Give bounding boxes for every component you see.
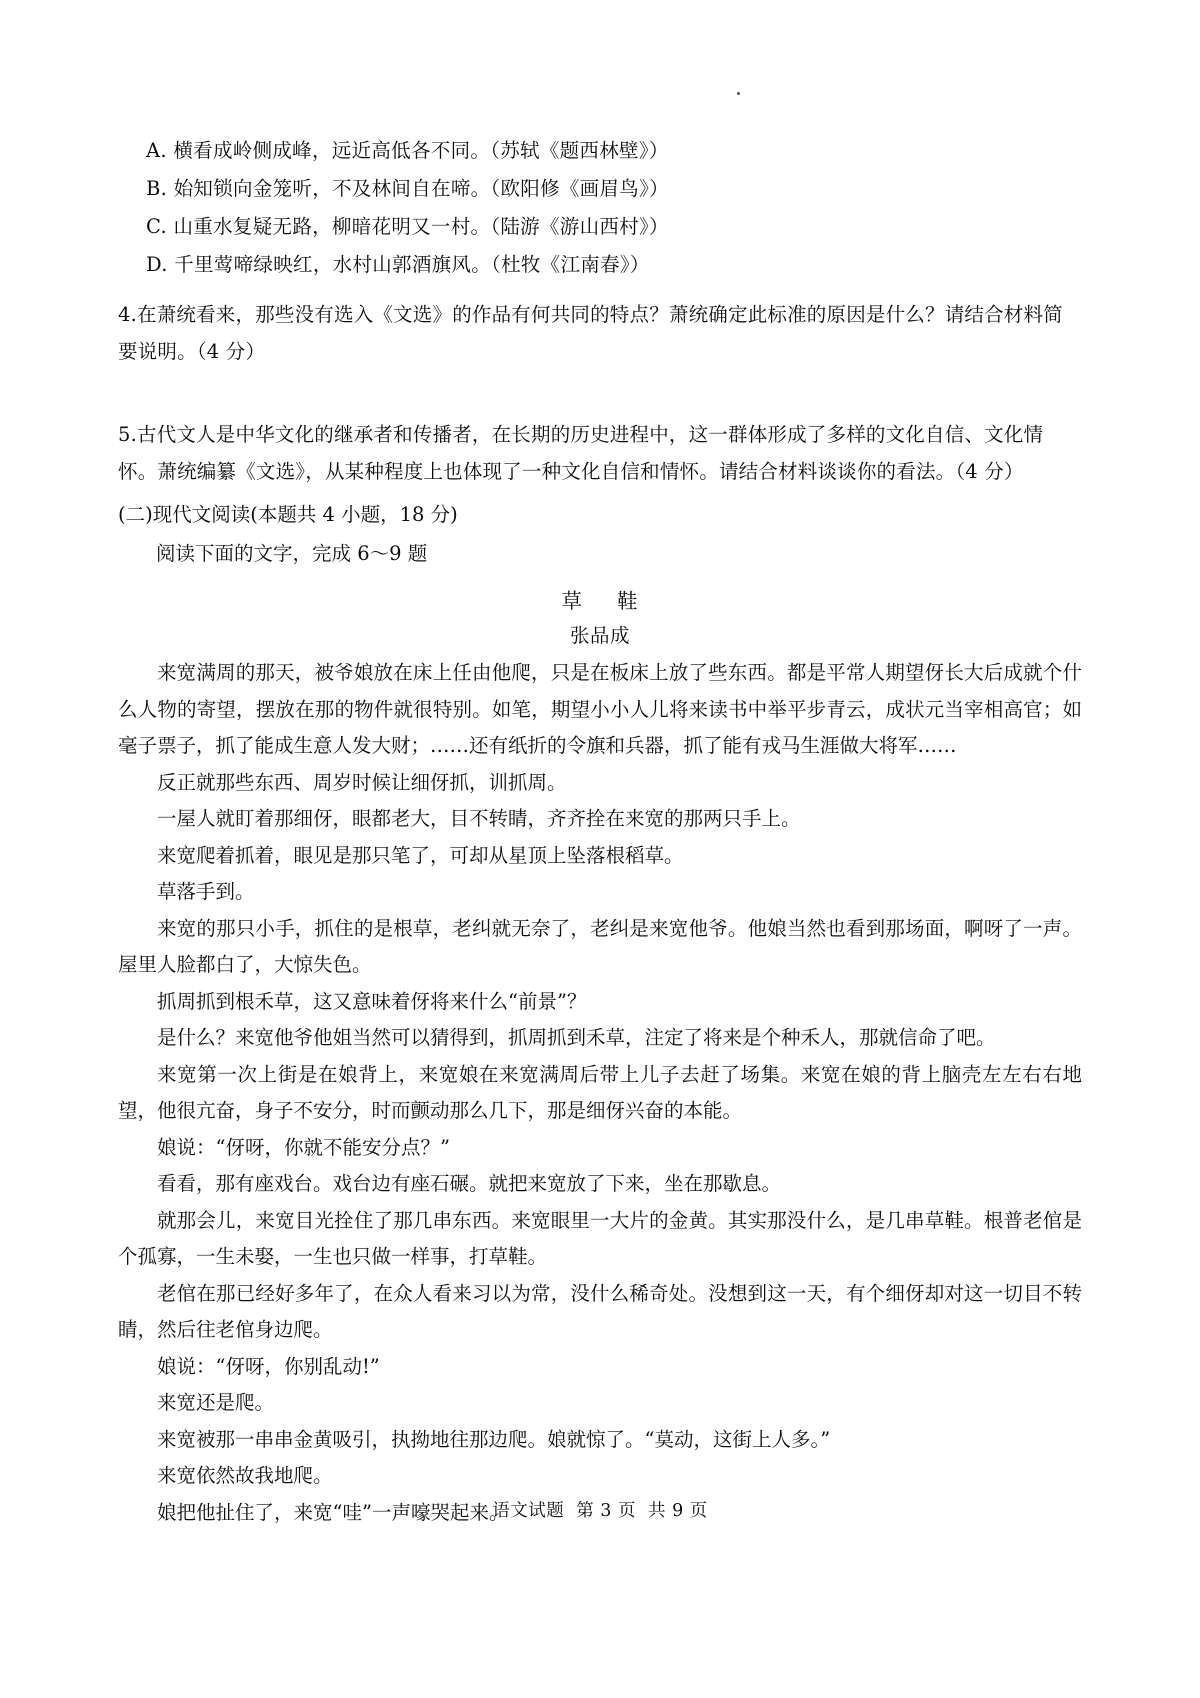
reading-instruction: 阅读下面的文字，完成 6～9 题 bbox=[156, 542, 428, 565]
page-footer bbox=[0, 1497, 1200, 1522]
footer-page-number: 第 3 页 bbox=[576, 1501, 636, 1521]
passage-paragraph: 老倌在那已经好多年了，在众人看来习以为常，没什么稀奇处。没想到这一天，有个细伢却对这一切目不转睛，然后往老倌身边爬。 bbox=[118, 1281, 1082, 1341]
passage-title bbox=[118, 584, 1082, 614]
footer-subject: 语文试题 bbox=[492, 1501, 565, 1521]
choice-option-c: C. 山重水复疑无路，柳暗花明又一村。（陆游《游山西村》） bbox=[146, 215, 669, 238]
passage-paragraph: 看看，那有座戏台。戏台边有座石碾。就把来宽放了下来，坐在那歇息。 bbox=[157, 1172, 782, 1195]
choice-list bbox=[118, 132, 1082, 284]
passage-body bbox=[118, 655, 1082, 1531]
passage-author: 张品成 bbox=[569, 624, 630, 647]
passage-paragraph: 来宽依然故我地爬。 bbox=[157, 1464, 333, 1487]
page-top-dot bbox=[737, 92, 740, 95]
question-5: 5.古代文人是中华文化的继承者和传播者，在长期的历史进程中，这一群体形成了多样的文化自信、文化情怀。萧统编纂《文选》，从某种程度上也体现了一种文化自信和情怀。请结合材料谈谈你的看法。（4 分） bbox=[118, 423, 1044, 483]
passage-paragraph: 娘说：“伢呀，你就不能安分点？” bbox=[157, 1135, 450, 1159]
section-header: (二)现代文阅读(本题共 4 小题，18 分) bbox=[118, 503, 458, 526]
passage-paragraph: 来宽爬着抓着，眼见是那只笔了，可却从星顶上坠落根稻草。 bbox=[157, 843, 684, 867]
choice-option-b: B. 始知锁向金笼听，不及林间自在啼。（欧阳修《画眉鸟》） bbox=[146, 177, 669, 200]
passage-paragraph: 来宽还是爬。 bbox=[157, 1391, 275, 1414]
question-4: 4.在萧统看来，那些没有选入《文选》的作品有何共同的特点？萧统确定此标准的原因是什么？请结合材料简要说明。（4 分） bbox=[118, 303, 1063, 363]
passage-paragraph: 是什么？来宽他爷他姐当然可以猜得到，抓周抓到禾草，注定了将来是个种禾人，那就信命了吧。 bbox=[157, 1026, 996, 1049]
choice-option-d: D. 千里莺啼绿映红，水村山郭酒旗风。（杜牧《江南春》） bbox=[146, 253, 650, 276]
passage-paragraph: 草落手到。 bbox=[157, 880, 255, 903]
passage-paragraph: 来宽第一次上街是在娘背上，来宽娘在来宽满周后带上儿子去赶了场集。来宽在娘的背上脑壳左左右右地望，他很亢奋，身子不安分，时而颤动那么几下，那是细伢兴奋的本能。 bbox=[118, 1062, 1082, 1122]
passage-paragraph: 来宽的那只小手，抓住的是根草，老纠就无奈了，老纠是来宽他爷。他娘当然也看到那场面，啊呀了一声。屋里人脸都白了，大惊失色。 bbox=[118, 916, 1082, 976]
passage-paragraph: 娘说：“伢呀，你别乱动!” bbox=[157, 1354, 380, 1378]
passage-paragraph: 娘把他扯住了，来宽“哇”一声嚎哭起来。 bbox=[157, 1500, 509, 1524]
passage-paragraph: 抓周抓到根禾草，这又意味着伢将来什么“前景”？ bbox=[157, 989, 587, 1013]
passage-paragraph: 来宽满周的那天，被爷娘放在床上任由他爬，只是在板床上放了些东西。都是平常人期望伢长大后成就个什么人物的寄望，摆放在那的物件就很特别。如笔，期望小小人儿将来读书中举平步青云，成状元当宰相高官；如毫子票子，抓了能成生意人发大财；……还有纸折的令旗和兵器，抓了能有戎马生涯做大将军…… bbox=[118, 661, 1082, 757]
passage-paragraph: 一屋人就盯着那细伢，眼都老大，目不转睛，齐齐拴在来宽的那两只手上。 bbox=[157, 807, 801, 830]
choice-option-a: A. 横看成岭侧成峰，远近高低各不同。（苏轼《题西林壁》） bbox=[146, 139, 669, 162]
passage-paragraph: 来宽被那一串串金黄吸引，执拗地往那边爬。娘就惊了。“莫动，这街上人多。” bbox=[157, 1427, 831, 1451]
passage-paragraph: 反正就那些东西、周岁时候让细伢抓，训抓周。 bbox=[157, 770, 567, 794]
passage-title-left: 草 bbox=[561, 589, 583, 613]
footer-total-pages: 共 9 页 bbox=[648, 1501, 708, 1521]
passage-paragraph: 就那会儿，来宽目光拴住了那几串东西。来宽眼里一大片的金黄。其实那没什么，是几串草鞋。根普老倌是个孤寡，一生未娶，一生也只做一样事，打草鞋。 bbox=[118, 1208, 1082, 1268]
passage-title-right: 鞋 bbox=[617, 589, 639, 613]
